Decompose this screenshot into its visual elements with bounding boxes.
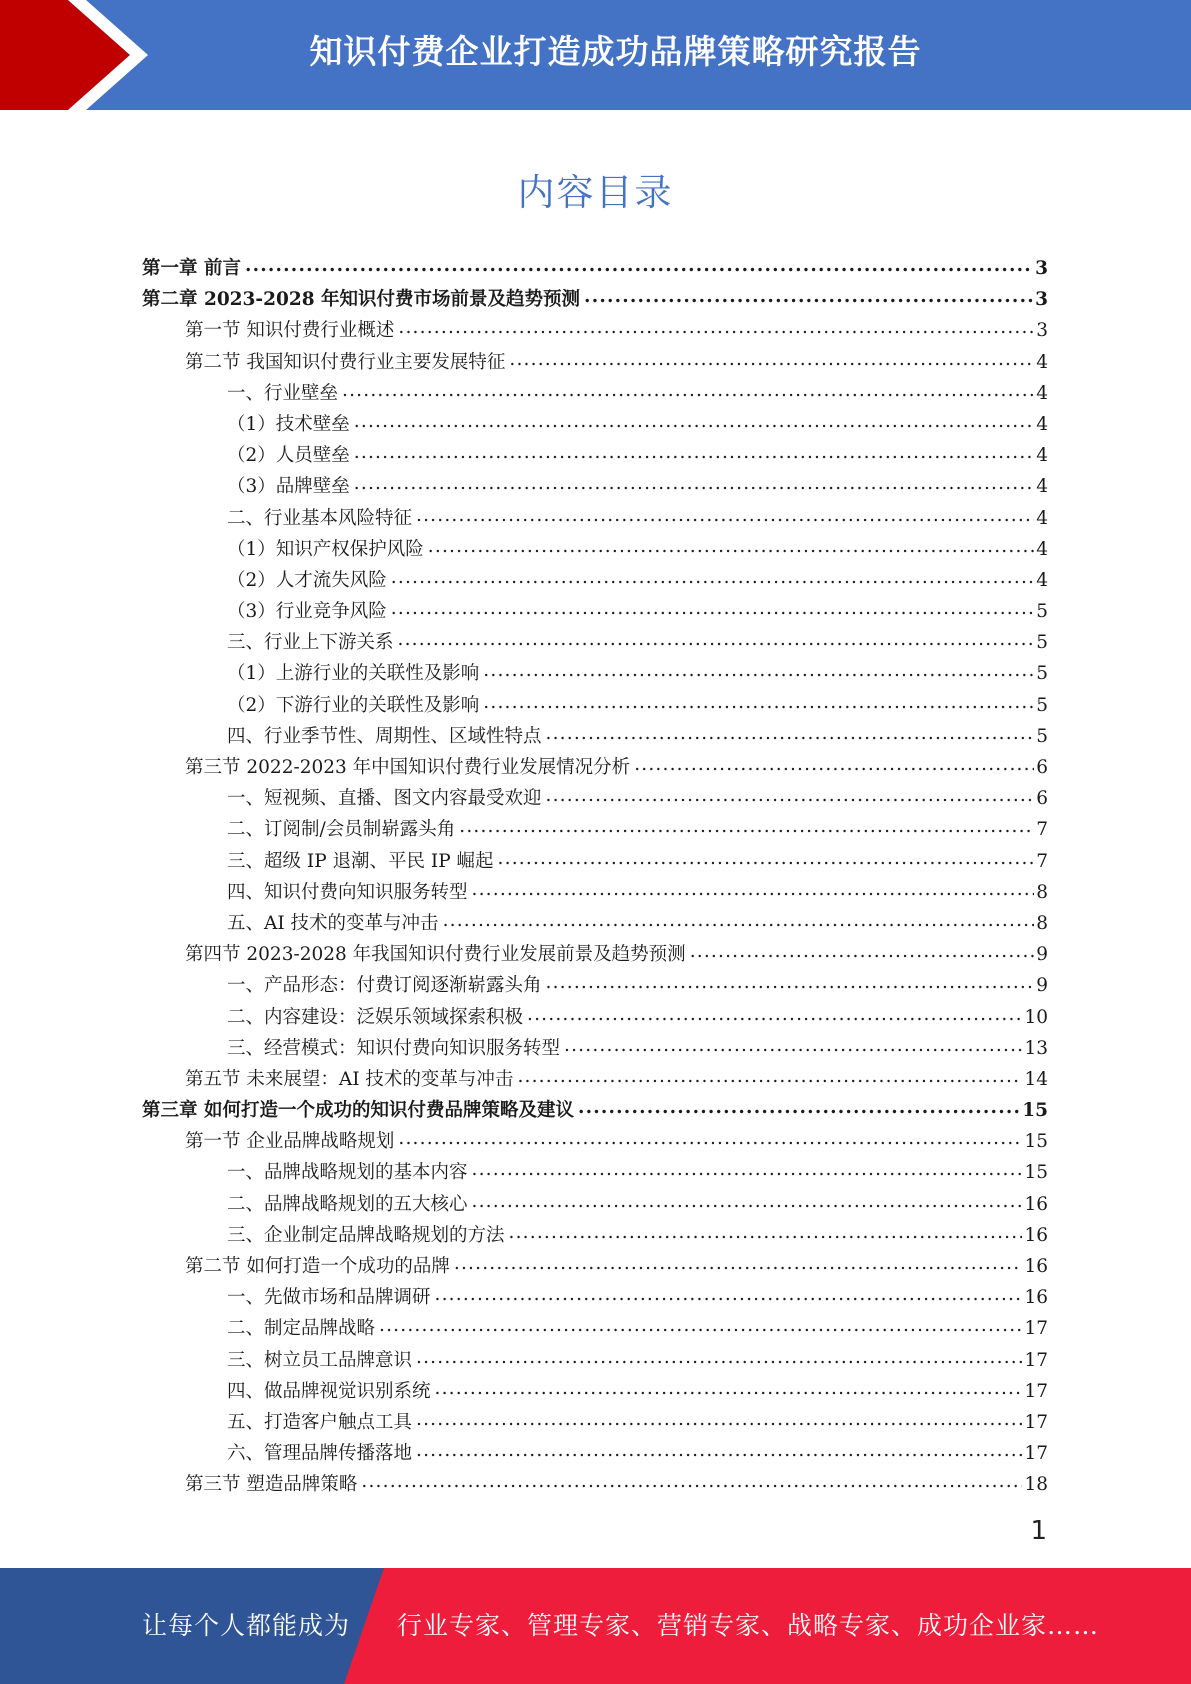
toc-entry-title: 五、AI 技术的变革与冲击 xyxy=(227,912,439,934)
chevron-arrow-icon xyxy=(0,0,160,110)
toc-entry[interactable] xyxy=(142,285,1048,316)
toc-entry[interactable] xyxy=(142,1158,1048,1189)
toc-entry-page: 16 xyxy=(1024,1224,1048,1246)
toc-entry-page: 6 xyxy=(1036,757,1048,778)
toc-entry-title: 第二节 如何打造一个成功的品牌 xyxy=(185,1256,450,1277)
toc-entry[interactable] xyxy=(142,691,1048,722)
toc-entry[interactable] xyxy=(142,1314,1048,1345)
toc-dot-leader xyxy=(483,661,1034,680)
toc-dot-leader xyxy=(342,380,1034,399)
toc-dot-leader xyxy=(546,973,1035,992)
toc-dot-leader xyxy=(398,630,1035,649)
toc-entry-title: 三、树立员工品牌意识 xyxy=(227,1349,413,1371)
toc-entry-page: 4 xyxy=(1036,413,1048,435)
footer-banner xyxy=(0,1568,1191,1684)
toc-entry[interactable] xyxy=(142,659,1048,690)
toc-entry-page: 3 xyxy=(1036,320,1048,342)
toc-entry[interactable] xyxy=(142,971,1048,1002)
toc-dot-leader xyxy=(690,942,1035,961)
toc-entry[interactable] xyxy=(142,1377,1048,1408)
toc-dot-leader xyxy=(428,536,1034,555)
page-number: 1 xyxy=(1030,1516,1047,1546)
toc-entry[interactable] xyxy=(142,1283,1048,1314)
toc-dot-leader xyxy=(398,318,1034,337)
toc-entry-title: 四、知识付费向知识服务转型 xyxy=(227,881,468,903)
toc-entry-page: 9 xyxy=(1036,944,1048,966)
toc-entry-title: 三、超级 IP 退潮、平民 IP 崛起 xyxy=(227,850,494,872)
toc-entry-title: 三、行业上下游关系 xyxy=(227,632,394,654)
toc-entry[interactable] xyxy=(142,628,1048,659)
toc-entry-page: 4 xyxy=(1036,507,1048,529)
toc-entry-title: 二、订阅制/会员制崭露头角 xyxy=(227,819,456,841)
toc-entry-title: 三、企业制定品牌战略规划的方法 xyxy=(227,1224,505,1246)
toc-entry-page: 4 xyxy=(1036,445,1048,467)
toc-entry-page: 4 xyxy=(1036,569,1048,591)
toc-dot-leader xyxy=(245,256,1033,275)
toc-entry-page: 5 xyxy=(1036,632,1048,654)
toc-entry[interactable] xyxy=(142,753,1048,784)
toc-dot-leader xyxy=(354,474,1034,493)
toc-entry-page: 10 xyxy=(1024,1006,1048,1028)
toc-entry-page: 14 xyxy=(1024,1068,1048,1090)
toc-entry-page: 17 xyxy=(1024,1380,1048,1402)
toc-entry[interactable] xyxy=(142,784,1048,815)
toc-dot-leader xyxy=(472,1191,1023,1210)
toc-entry-title: 第三节 塑造品牌策略 xyxy=(185,1474,358,1496)
toc-entry-title: 第三节 2022-2023 年中国知识付费行业发展情况分析 xyxy=(185,757,631,778)
toc-entry-page: 17 xyxy=(1024,1411,1048,1433)
footer-slogan-right: 行业专家、管理专家、营销专家、战略专家、成功企业家…… xyxy=(397,1611,1100,1640)
toc-dot-leader xyxy=(354,411,1034,430)
toc-entry[interactable] xyxy=(142,379,1048,410)
toc-entry[interactable] xyxy=(142,566,1048,597)
toc-entry-title: 二、制定品牌战略 xyxy=(227,1318,376,1340)
toc-dot-leader xyxy=(398,1129,1022,1148)
toc-entry-page: 16 xyxy=(1024,1193,1048,1215)
toc-entry[interactable] xyxy=(142,535,1048,566)
header-banner xyxy=(0,0,1191,110)
toc-dot-leader xyxy=(472,1160,1023,1179)
toc-entry-title: 六、管理品牌传播落地 xyxy=(227,1443,413,1465)
toc-dot-leader xyxy=(416,1347,1022,1366)
toc-dot-leader xyxy=(483,692,1034,711)
toc-entry-page: 5 xyxy=(1036,725,1048,747)
toc-entry-title: 三、经营模式：知识付费向知识服务转型 xyxy=(227,1037,561,1059)
toc-entry[interactable] xyxy=(142,1127,1048,1158)
toc-entry[interactable] xyxy=(142,815,1048,846)
toc-dot-leader xyxy=(416,505,1034,524)
toc-dot-leader xyxy=(634,755,1034,774)
toc-entry-page: 13 xyxy=(1024,1037,1048,1059)
toc-entry-title: 二、行业基本风险特征 xyxy=(227,507,413,529)
toc-entry-title: （3）品牌壁垒 xyxy=(227,476,350,498)
toc-entry-title: 一、短视频、直播、图文内容最受欢迎 xyxy=(227,788,542,810)
toc-entry-page: 16 xyxy=(1024,1256,1048,1277)
toc-entry[interactable] xyxy=(142,1221,1048,1252)
toc-entry-title: 一、先做市场和品牌调研 xyxy=(227,1287,431,1309)
toc-dot-leader xyxy=(459,817,1034,836)
toc-entry-page: 4 xyxy=(1036,538,1048,560)
toc-entry-title: 第一节 知识付费行业概述 xyxy=(185,320,395,342)
toc-dot-leader xyxy=(578,1098,1020,1117)
toc-entry-title: 二、品牌战略规划的五大核心 xyxy=(227,1193,468,1215)
toc-entry-page: 4 xyxy=(1036,476,1048,498)
toc-entry-title: 五、打造客户触点工具 xyxy=(227,1411,413,1433)
toc-dot-leader xyxy=(509,1222,1023,1241)
toc-entry[interactable] xyxy=(142,1065,1048,1096)
toc-entry[interactable] xyxy=(142,472,1048,503)
toc-entry-title: 四、做品牌视觉识别系统 xyxy=(227,1380,431,1402)
toc-entry-title: 第二章 2023-2028 年知识付费市场前景及趋势预测 xyxy=(142,289,581,311)
toc-dot-leader xyxy=(454,1254,1023,1273)
toc-entry-title: 第三章 如何打造一个成功的知识付费品牌策略及建议 xyxy=(142,1100,574,1122)
toc-entry[interactable] xyxy=(142,410,1048,441)
toc-dot-leader xyxy=(546,723,1035,742)
toc-entry-title: （1）知识产权保护风险 xyxy=(227,538,424,560)
toc-entry-page: 7 xyxy=(1036,819,1048,841)
toc-entry-page: 5 xyxy=(1036,663,1048,685)
toc-dot-leader xyxy=(391,599,1034,618)
toc-entry-title: 第一节 企业品牌战略规划 xyxy=(185,1131,395,1153)
toc-dot-leader xyxy=(443,910,1035,929)
toc-entry-page: 18 xyxy=(1024,1474,1048,1496)
toc-entry-page: 3 xyxy=(1035,258,1048,279)
toc-entry-page: 17 xyxy=(1024,1318,1048,1340)
toc-dot-leader xyxy=(509,349,1034,368)
toc-entry-title: 第一章 前言 xyxy=(142,258,241,279)
toc-entry-page: 15 xyxy=(1022,1100,1048,1122)
toc-entry-page: 15 xyxy=(1024,1162,1048,1184)
toc-entry[interactable] xyxy=(142,847,1048,878)
toc-entry-page: 4 xyxy=(1036,351,1048,373)
toc-entry-title: 一、产品形态：付费订阅逐渐崭露头角 xyxy=(227,975,542,997)
toc-entry-title: （3）行业竞争风险 xyxy=(227,601,387,623)
toc-entry[interactable] xyxy=(142,254,1048,285)
toc-entry[interactable] xyxy=(142,878,1048,909)
toc-dot-leader xyxy=(416,1409,1022,1428)
toc-entry-page: 17 xyxy=(1024,1349,1048,1371)
toc-entry[interactable] xyxy=(142,348,1048,379)
toc-dot-leader xyxy=(391,567,1034,586)
toc-dot-leader xyxy=(564,1035,1022,1054)
toc-entry-title: （2）人员壁垒 xyxy=(227,445,350,467)
toc-entry-title: 第五节 未来展望：AI 技术的变革与冲击 xyxy=(185,1068,514,1090)
toc-dot-leader xyxy=(435,1285,1023,1304)
toc-heading: 内容目录 xyxy=(517,171,674,214)
report-title: 知识付费企业打造成功品牌策略研究报告 xyxy=(309,32,922,71)
toc-entry[interactable] xyxy=(142,909,1048,940)
toc-dot-leader xyxy=(435,1378,1023,1397)
toc-entry-page: 9 xyxy=(1036,975,1048,997)
toc-entry[interactable] xyxy=(142,597,1048,628)
toc-dot-leader xyxy=(361,1472,1022,1491)
toc-dot-leader xyxy=(354,443,1034,462)
toc-entry[interactable] xyxy=(142,1096,1048,1127)
toc-entry-title: （2）下游行业的关联性及影响 xyxy=(227,694,480,716)
toc-entry-page: 4 xyxy=(1036,382,1048,404)
toc-entry[interactable] xyxy=(142,940,1048,971)
toc-entry-title: （1）技术壁垒 xyxy=(227,413,350,435)
toc-entry-page: 6 xyxy=(1036,788,1048,810)
table-of-contents xyxy=(142,254,1048,1502)
toc-dot-leader xyxy=(584,287,1033,306)
toc-dot-leader xyxy=(416,1441,1022,1460)
toc-dot-leader xyxy=(546,786,1035,805)
toc-entry-page: 5 xyxy=(1036,601,1048,623)
toc-entry[interactable] xyxy=(142,441,1048,472)
toc-entry-page: 17 xyxy=(1024,1443,1048,1465)
toc-entry-title: （2）人才流失风险 xyxy=(227,569,387,591)
toc-dot-leader xyxy=(498,848,1035,867)
toc-entry-page: 16 xyxy=(1024,1287,1048,1309)
toc-entry-title: （1）上游行业的关联性及影响 xyxy=(227,663,480,685)
toc-entry-page: 8 xyxy=(1036,912,1048,934)
toc-dot-leader xyxy=(472,879,1035,898)
toc-entry-page: 5 xyxy=(1036,694,1048,716)
toc-entry[interactable] xyxy=(142,1252,1048,1283)
toc-dot-leader xyxy=(517,1066,1022,1085)
toc-dot-leader xyxy=(379,1316,1022,1335)
toc-entry[interactable] xyxy=(142,504,1048,535)
toc-entry[interactable] xyxy=(142,1003,1048,1034)
toc-entry-page: 8 xyxy=(1036,881,1048,903)
toc-entry[interactable] xyxy=(142,1439,1048,1470)
toc-entry[interactable] xyxy=(142,1034,1048,1065)
toc-entry[interactable] xyxy=(142,1346,1048,1377)
toc-entry-title: 二、内容建设：泛娱乐领域探索积极 xyxy=(227,1006,524,1028)
toc-entry-page: 15 xyxy=(1024,1131,1048,1153)
footer-slogan-left: 让每个人都能成为 xyxy=(142,1611,351,1640)
toc-entry[interactable] xyxy=(142,722,1048,753)
toc-entry-title: 第二节 我国知识付费行业主要发展特征 xyxy=(185,351,506,373)
toc-entry-page: 3 xyxy=(1035,289,1048,311)
toc-entry-title: 四、行业季节性、周期性、区域性特点 xyxy=(227,725,542,747)
toc-entry[interactable] xyxy=(142,1470,1048,1501)
toc-entry[interactable] xyxy=(142,1408,1048,1439)
toc-entry-page: 7 xyxy=(1036,850,1048,872)
toc-entry-title: 一、品牌战略规划的基本内容 xyxy=(227,1162,468,1184)
toc-dot-leader xyxy=(527,1004,1022,1023)
toc-entry-title: 第四节 2023-2028 年我国知识付费行业发展前景及趋势预测 xyxy=(185,944,686,966)
toc-entry[interactable] xyxy=(142,1190,1048,1221)
toc-entry-title: 一、行业壁垒 xyxy=(227,382,339,404)
toc-entry[interactable] xyxy=(142,316,1048,347)
